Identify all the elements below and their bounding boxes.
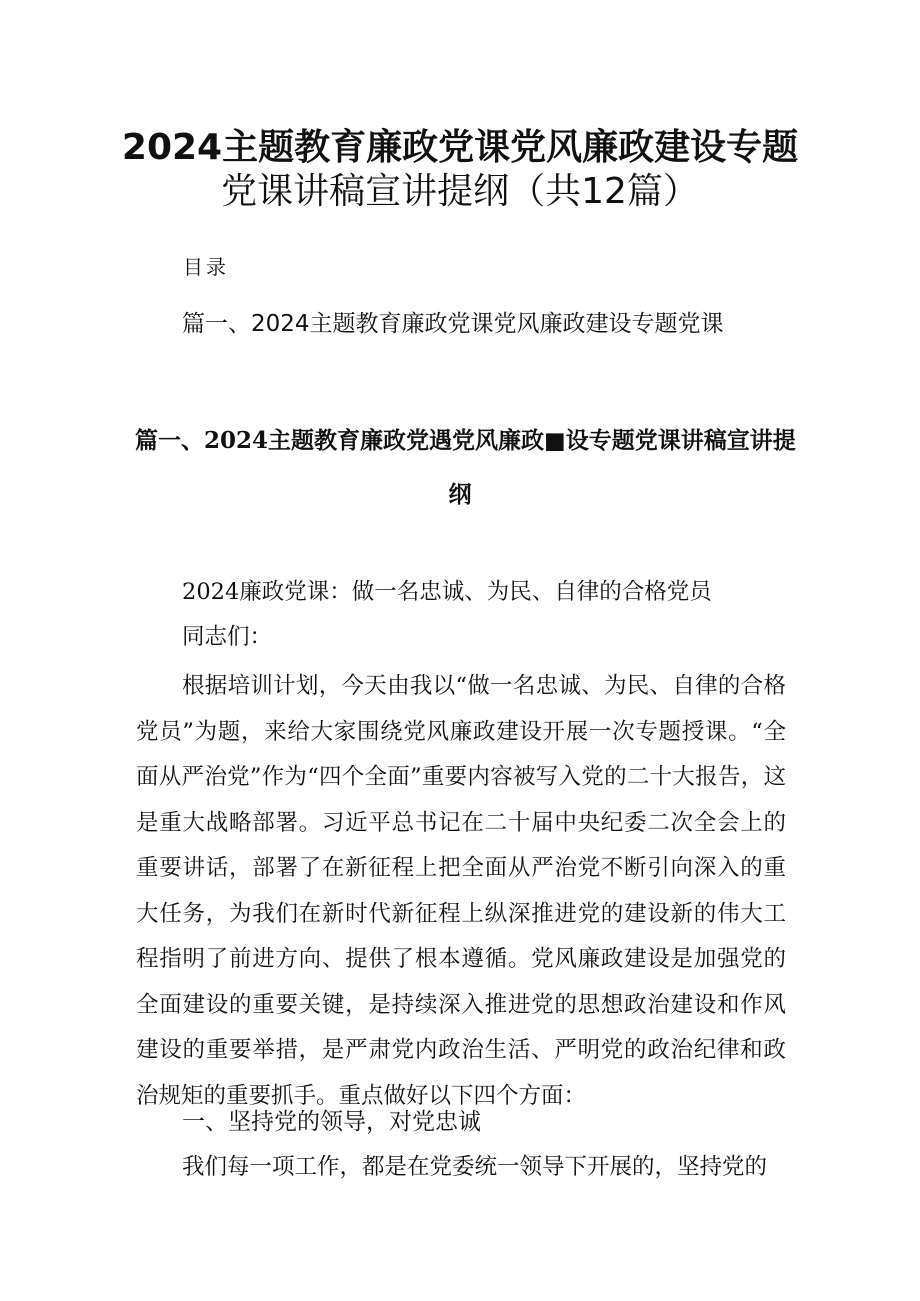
- toc-label: 目录: [183, 255, 229, 279]
- section-heading-line2: 纲: [448, 481, 472, 508]
- toc-item[interactable]: 篇一、2024主题教育廉政党课党风廉政建设专题党课: [182, 311, 724, 337]
- document-title-line1: 2024主题教育廉政党课党风廉政建设专题: [121, 127, 799, 168]
- lecture-title: 2024廉政党课：做一名忠诚、为民、自律的合格党员: [182, 579, 712, 605]
- document-title-line2: 党课讲稿宣讲提纲（共12篇）: [221, 171, 699, 212]
- section-heading-line1: 篇一、2024主题教育廉政党遇党风廉政■设专题党课讲稿宣讲提: [135, 427, 796, 454]
- subheading-1: 一、坚持党的领导，对党忠诚: [182, 1109, 481, 1135]
- body-paragraph: 根据培训计划，今天由我以“做一名忠诚、为民、自律的合格党员”为题，来给大家围绕党风廉政建设开展一次专题授课。“全面从严治党”作为“四个全面”重要内容被写入党的二十大报告，这是重大战略部署。习近平总书记在二十届中央纪委二次全会上的重要讲话，部署了在新征程上把全面从严治党不断引向深入的重大任务，为我们在新时代新征程上纵深推进党的建设新的伟大工程指明了前进方向、提供了根本遵循。党风廉政建设是加强党的全面建设的重要关键，是持续深入推进党的思想政治建设和作风建设的重要举措，是严肃党内政治生活、严明党的政治纪律和政治规矩的重要抓手。重点做好以下四个方面：: [136, 673, 786, 1109]
- salutation: 同志们：: [182, 624, 273, 650]
- body-paragraph-2: 我们每一项工作，都是在党委统一领导下开展的，坚持党的: [182, 1154, 768, 1180]
